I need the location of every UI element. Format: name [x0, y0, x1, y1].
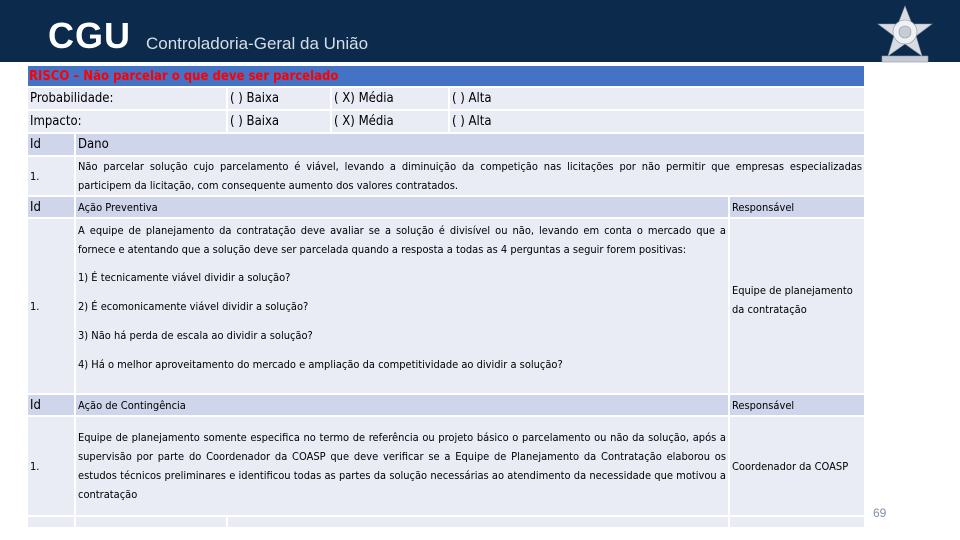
impact-high: ( ) Alta [449, 110, 865, 133]
contingency-responsible-header: Responsável [729, 394, 865, 416]
preventive-id-header: Id [27, 196, 75, 218]
probability-high: ( ) Alta [449, 87, 865, 110]
risk-title: RISCO – Não parcelar o que deve ser parcelado [27, 65, 865, 87]
preventive-id: 1. [27, 218, 75, 394]
probability-label: Probabilidade: [27, 87, 227, 110]
preventive-text [75, 218, 729, 394]
header-bar [0, 0, 960, 62]
empty-cell [729, 516, 865, 528]
preventive-question-1: 1) É tecnicamente viável dividir a solução? [78, 271, 291, 284]
damage-text: Não parcelar solução cujo parcelamento é viável, levando a diminuição da competição nas licitações por não permitir que empresas especializadas participem da licitação, com consequente aumento dos valores contratados. [75, 156, 865, 196]
impact-medium: ( X) Média [331, 110, 449, 133]
probability-medium: ( X) Média [331, 87, 449, 110]
probability-low: ( ) Baixa [227, 87, 331, 110]
contingency-text: Equipe de planejamento somente especifica no termo de referência ou projeto básico o parcelamento ou não da solução, após a supervisão por parte do Coordenador da COASP que deve verificar se a Equipe de Planejamento da Contratação elaborou os estudos técnicos preliminares e identificou todas as partes da solução necessárias ao atendimento da necessidade que motivou a contratação [75, 416, 729, 516]
empty-cell [27, 516, 75, 528]
preventive-header: Ação Preventiva [75, 196, 729, 218]
preventive-responsible-header: Responsável [729, 196, 865, 218]
damage-id: 1. [27, 156, 75, 196]
empty-cell [227, 516, 729, 528]
preventive-intro: A equipe de planejamento da contratação deve avaliar se a solução é divisível ou não, levando em conta o mercado que a fornece e atentando que a solução deve ser parcelada quando a resposta a todas as 4 perguntas a seguir forem positivas: [78, 224, 726, 256]
damage-id-header: Id [27, 133, 75, 156]
risk-table [26, 64, 864, 529]
brazil-coat-of-arms-icon [872, 4, 938, 70]
contingency-header: Ação de Contingência [75, 394, 729, 416]
preventive-responsible: Equipe de planejamento da contratação [729, 218, 865, 394]
contingency-id: 1. [27, 416, 75, 516]
preventive-question-3: 3) Não há perda de escala ao dividir a solução? [78, 329, 313, 342]
empty-cell [75, 516, 227, 528]
impact-label: Impacto: [27, 110, 227, 133]
contingency-id-header: Id [27, 394, 75, 416]
impact-low: ( ) Baixa [227, 110, 331, 133]
contingency-responsible: Coordenador da COASP [729, 416, 865, 516]
logo-subtitle: Controladoria-Geral da União [146, 34, 369, 53]
preventive-question-4: 4) Há o melhor aproveitamento do mercado e ampliação da competitividade ao dividir a solução? [78, 358, 563, 371]
damage-header: Dano [75, 133, 865, 156]
page-number: 69 [873, 506, 887, 520]
preventive-question-2: 2) É ecomonicamente viável dividir a solução? [78, 300, 309, 313]
cgu-logo: CGU [48, 15, 131, 56]
